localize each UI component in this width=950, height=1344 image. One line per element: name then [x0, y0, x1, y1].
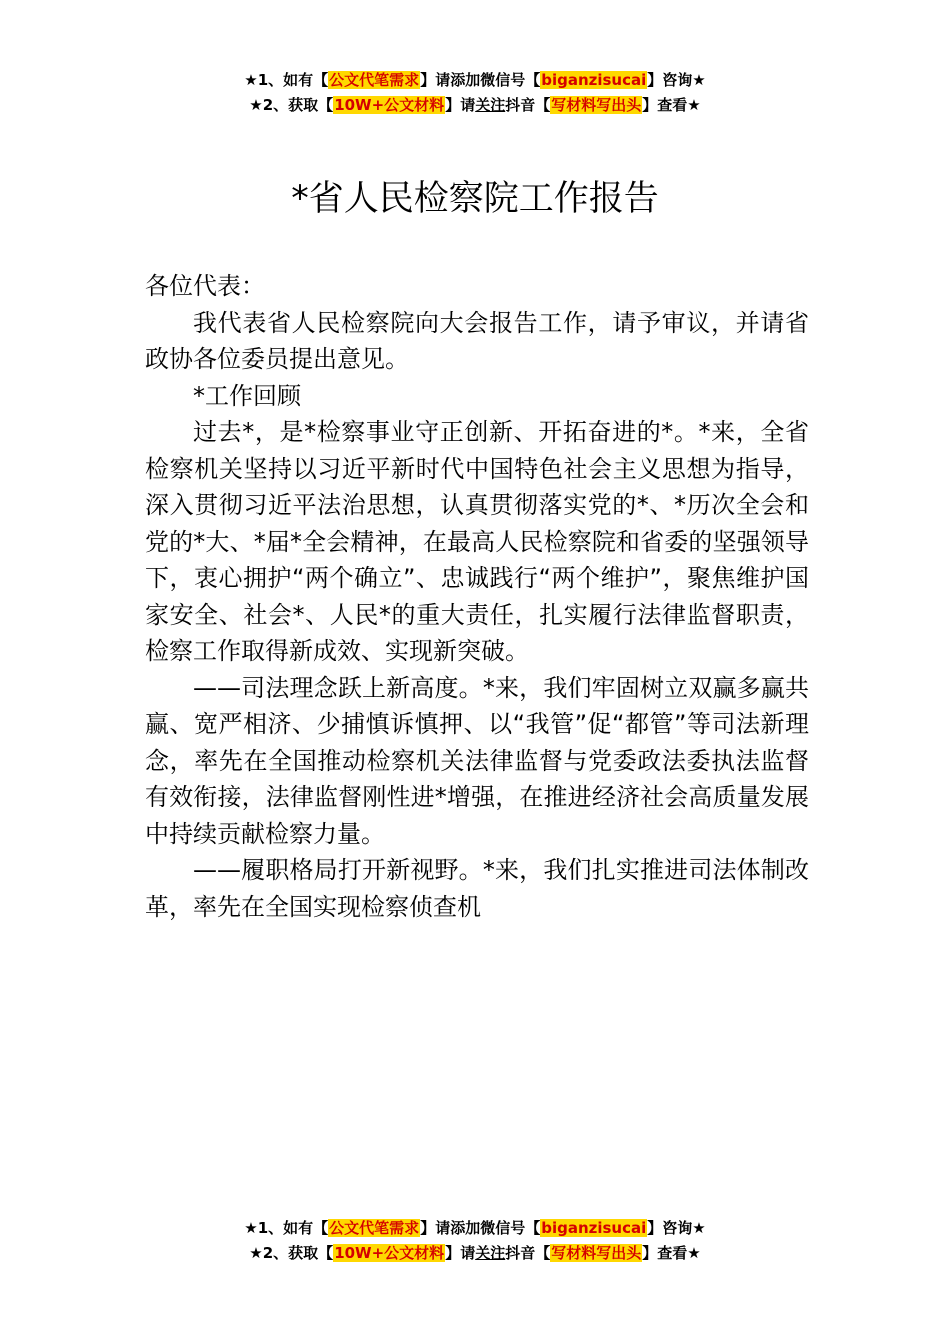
paragraph: 过去*，是*检察事业守正创新、开拓奋进的*。*来，全省检察机关坚持以习近平新时代中国特色社会主义思想为指导，深入贯彻习近平法治思想，认真贯彻落实党的*、*历次全会和党的*大、*届*全会精神，在最高人民检察院和省委的坚强领导下，衷心拥护“两个确立”、忠诚践行“两个维护”，聚焦维护国家安全、社会*、人民*的重大责任，扎实履行法律监督职责，检察工作取得新成效、实现新突破。 [145, 418, 809, 665]
highlight-douyin-account: 写材料写出头 [551, 1244, 642, 1262]
promo-line-2: ★2、获取【10W+公文材料】请关注抖音【写材料写出头】查看★ [249, 1244, 701, 1262]
paragraph: ——履职格局打开新视野。*来，我们扎实推进司法体制改革，率先在全国实现检察侦查机 [145, 856, 809, 921]
promo-line-2: ★2、获取【10W+公文材料】请关注抖音【写材料写出头】查看★ [249, 96, 701, 114]
paragraph: 我代表省人民检察院向大会报告工作，请予审议，并请省政协各位委员提出意见。 [145, 308, 809, 373]
highlight-douyin-account: 写材料写出头 [551, 96, 642, 114]
salutation: 各位代表： [145, 272, 265, 300]
highlight-wechat-id: biganzisucai [541, 71, 647, 89]
promo-line-1: ★1、如有【公文代笔需求】请添加微信号【biganzisucai】咨询★ [244, 1219, 706, 1237]
highlight-materials: 10W+公文材料 [334, 1244, 445, 1262]
document-body [145, 268, 809, 925]
paragraph: ——司法理念跃上新高度。*来，我们牢固树立双赢多赢共赢、宽严相济、少捕慎诉慎押、以“我管”促“都管”等司法新理念，率先在全国推动检察机关法律监督与党委政法委执法监督有效衔接，法律监督刚性进*增强，在推进经济社会高质量发展中持续贡献检察力量。 [145, 673, 809, 848]
highlight-materials: 10W+公文材料 [334, 96, 445, 114]
promo-banner-bottom [0, 1216, 950, 1266]
highlight-wechat-id: biganzisucai [541, 1219, 647, 1237]
highlight-ghostwriting: 公文代笔需求 [329, 71, 420, 89]
highlight-ghostwriting: 公文代笔需求 [329, 1219, 420, 1237]
promo-banner-top [0, 68, 950, 118]
promo-line-1: ★1、如有【公文代笔需求】请添加微信号【biganzisucai】咨询★ [244, 71, 706, 89]
underlined-follow: 关注 [475, 1244, 506, 1262]
section-heading: *工作回顾 [193, 381, 301, 410]
underlined-follow: 关注 [475, 96, 506, 114]
document-title: *省人民检察院工作报告 [291, 179, 659, 219]
